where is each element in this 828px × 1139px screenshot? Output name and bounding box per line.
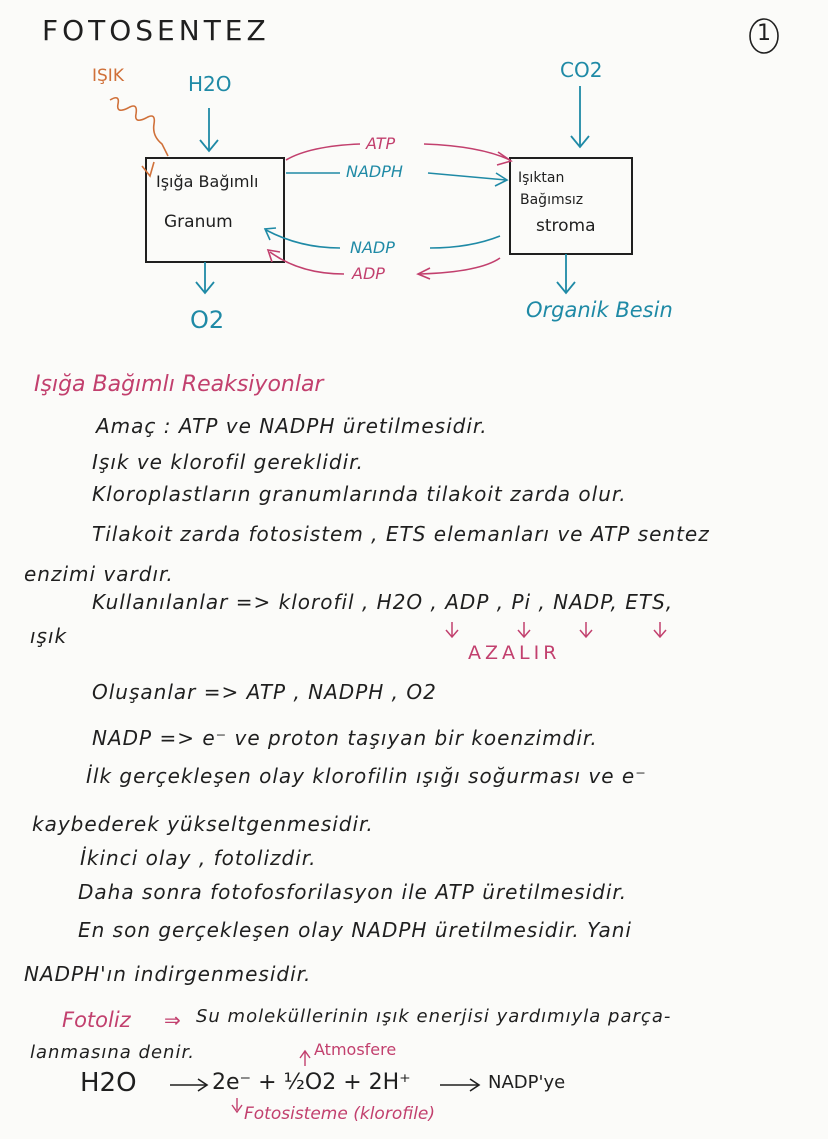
page-title: FOTOSENTEZ — [42, 14, 270, 47]
right-box-line2: Bağımsız — [520, 192, 584, 208]
note-line-9: İkinci olay , fotolizdir. — [80, 846, 317, 870]
light-label: IŞIK — [92, 66, 124, 86]
note-line-8a: İlk gerçekleşen olay klorofilin ışığı soğurması ve e⁻ — [86, 764, 647, 788]
note-line-1: Amaç : ATP ve NADPH üretilmesidir. — [96, 414, 488, 438]
oxygen-label: O2 — [190, 306, 225, 334]
right-box-line3: stroma — [536, 216, 596, 236]
equation-water: H2O — [80, 1068, 137, 1098]
note-line-3: Kloroplastların granumlarında tilakoit zarda olur. — [92, 482, 627, 506]
note-line-4b: enzimi vardır. — [24, 562, 174, 586]
note-line-5b: ışık — [30, 624, 68, 648]
adp-arrow-label: ADP — [352, 264, 385, 283]
nadp-arrow-label: NADP — [350, 238, 395, 257]
fotoliz-term: Fotoliz — [62, 1008, 131, 1032]
note-line-10: Daha sonra fotofosforilasyon ile ATP üretilmesidir. — [78, 880, 628, 904]
note-line-5a: Kullanılanlar => klorofil , H2O , ADP , Pi , NADP, ETS, — [92, 590, 674, 614]
note-line-2: Işık ve klorofil gereklidir. — [92, 450, 364, 474]
equation-nadp: NADP'ye — [488, 1072, 566, 1093]
note-line-6: Oluşanlar => ATP , NADPH , O2 — [92, 680, 437, 704]
fotoliz-definition: Su moleküllerinin ışık enerjisi yardımıyla parça- — [196, 1006, 672, 1027]
nadph-arrow-label: NADPH — [346, 162, 403, 181]
equation-atmosphere: Atmosfere — [314, 1040, 397, 1059]
azalir-label: AZALIR — [468, 642, 561, 664]
section-heading: Işığa Bağımlı Reaksiyonlar — [34, 372, 324, 397]
note-line-11a: En son gerçekleşen olay NADPH üretilmesidir. Yani — [78, 918, 632, 942]
equation-photosystem: Fotosisteme (klorofile) — [244, 1104, 436, 1124]
organic-food-label: Organik Besin — [526, 298, 673, 322]
left-box-line1: Işığa Bağımlı — [156, 172, 259, 191]
note-line-7: NADP => e⁻ ve proton taşıyan bir koenzimdir. — [92, 726, 598, 750]
note-line-8b: kaybederek yükseltgenmesidir. — [32, 812, 374, 836]
left-box-line2: Granum — [164, 212, 233, 232]
water-label: H2O — [188, 72, 232, 96]
fotoliz-arrow-icon: ⇒ — [164, 1008, 181, 1032]
equation-products: 2e⁻ + ½O2 + 2H⁺ — [212, 1070, 411, 1095]
fotoliz-definition-2: lanmasına denir. — [30, 1042, 195, 1063]
note-line-11b: NADPH'ın indirgenmesidir. — [24, 962, 312, 986]
right-box-line1: Işıktan — [518, 170, 565, 186]
atp-arrow-label: ATP — [366, 134, 396, 153]
note-line-4a: Tilakoit zarda fotosistem , ETS elemanları ve ATP sentez — [92, 522, 710, 546]
page-number: 1 — [757, 21, 771, 46]
co2-label: CO2 — [560, 58, 603, 82]
